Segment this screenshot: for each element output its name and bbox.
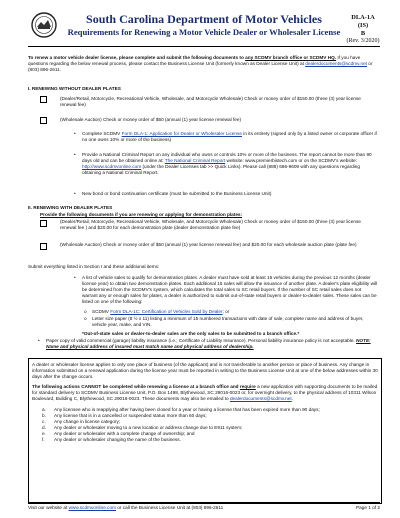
form-rev-letter: B xyxy=(360,30,366,37)
section2-checkbox-1[interactable] xyxy=(40,220,47,227)
section1-title: I. RENEWING WITHOUT DEALER PLATES xyxy=(28,86,121,91)
section2-option-1: o SCDMV Form DLA-1C: Certification of Vehicles Sold by Dealer; or xyxy=(84,309,230,314)
criminal-report-link[interactable]: The National Criminal Report xyxy=(164,158,226,164)
section2-bullet-2: • Paper copy of valid commercial (garage) liability insurance (i.e.; Certificate of Liability Insurance). Personal liability insurance policy is not acceptable. NOTE: Name and physical address of insured must match name and physical address of dealership. xyxy=(38,338,371,350)
section2-note: *Out-of-state sales or dealer-to-dealer sales are the only sales to be submitted to a branch office.* xyxy=(82,331,300,336)
section1-item-1: (Dealer/Retail, Motorcycle, Recreational Vehicle, Wholesale, and Motorcycle Wholesale) Check or money order of $150.00 (three (3) year license renewal fee) xyxy=(60,96,361,108)
section2-option-2: o Letter size paper (8 ½ x 11) listing a minimum of 15 numbered transactions with date of sale, complete name and address of buyer, vehicle year, make, and VIN. xyxy=(84,316,364,328)
intro-email-link[interactable]: dealerdocuments@scdmv.net xyxy=(305,61,367,67)
intro-text-3: or (803) 896-2611. xyxy=(28,61,373,73)
section1-item-2: (Wholesale Auction) Check or money order of $50 (annual (1) year license renewal fee) xyxy=(60,117,242,122)
section2-item-1: (Dealer/Retail, Motorcycle, Recreational Vehicle, Wholesale, and Motorcycle Wholesale) Check or money order of $150.00 (three (3) year license renewal fee ) and $20.00 for each demonstration plate (dealer demonstration plate fee) xyxy=(60,219,361,231)
form-revision: (Rev. 3/2020) xyxy=(346,38,380,44)
list-item: b. Any license that is in a cancelled or suspended status more than 60 days; xyxy=(42,412,207,418)
form-dla1c-link[interactable]: Form DLA-1C: Certification of Vehicles Sold by Dealer xyxy=(110,309,223,314)
intro-paragraph xyxy=(28,55,380,73)
notice-box xyxy=(28,358,382,504)
header xyxy=(28,12,380,47)
notice-paragraph-2: The following actions CANNOT be completed while renewing a license at a branch office and require a new application with supporting documents to be mailed for standard delivery to SCDMV Business License Unit, P.O. Box 1498, Blythewood, SC 29016-0023 or, for overnight delivery, to the physical address of 10311 Wilson Boulevard, Building C, Blythewood, SC 29016-0023. These documents may also be emailed to dealerdocuments@scdmv.net. xyxy=(32,384,378,402)
page-subtitle: Requirements for Renewing a Motor Vehicle Dealer or Wholesaler License xyxy=(67,27,341,37)
footer-website-link[interactable]: www.scdmvonline.com xyxy=(68,505,116,510)
page-title: South Carolina Department of Motor Vehicles xyxy=(86,12,322,26)
section2-title: II. RENEWING WITH DEALER PLATES xyxy=(28,205,113,210)
list-item: a. Any licensee who is reapplying after having been closed for a year or having a license that has been expired more than 90 days; xyxy=(42,406,320,412)
section2-submit-note: Submit everything listed in Section I and these additional items: xyxy=(28,264,160,269)
list-item: d. Any dealer or wholesaler moving to a new location or address change due to E911 system; xyxy=(42,424,243,430)
list-item: e. Any dealer or wholesaler with a complete change of ownership; and xyxy=(42,430,195,436)
section2-bullet-1: • A list of vehicle sales to qualify for demonstration plates. A dealer must have sold at least 15 vehicles during the previous 12 months (dealer license year) to obtain two demonstration plates. Each additional 15 sales will allow the issuance of another plate. A dealer's plate eligibility will be determined from the SCDMV's system, which calculates the total sales to SC retail buyers. If the number of SC retail sales does not warrant any or enough sales for plates, a dealer is authorized to submit out-of-state retail buyers or dealer-to-dealer sales. These sales can be listed on one of the following: xyxy=(74,275,378,305)
section1-bullet-1: • Complete SCDMV Form DLA-1: Application for Dealer or Wholesaler License in its entirety (signed only by a listed owner or corporate officer if no one owns 10% or more of the business) xyxy=(74,131,377,143)
intro-text-1: To renew a motor vehicle dealer license, please complete and submit the following documents to xyxy=(28,55,244,60)
form-dla1-link[interactable]: Form DLA-1: Application for Dealer or Wholesaler License xyxy=(121,131,242,136)
section1-bullet-2: • Provide a National Criminal Report on any individual who owns or controls 10% or more of the business. The report cannot be more than 90 days old and can be obtained online at: The National Criminal Report website: www.premierbistech.com or on the SCDMV's website: http://www.scdmvonline.com (under the Dealer Licenses tab >> Quick Links). Please call (888) 686-9609 with any questions regarding obtaining a National Criminal Report. xyxy=(74,152,372,176)
list-item: f. Any dealer or wholesaler changing the name of the business. xyxy=(42,437,181,443)
intro-branch-link: any SCDMV branch office or SCDMV HQ. xyxy=(245,55,337,60)
section2-item-2: (Wholesale Auction) Check or money order of $50 (annual (1) year license renewal fee) and $20.00 for each wholesale auction plate (plate fee) xyxy=(60,242,357,247)
notice-list xyxy=(32,407,378,444)
notice-paragraph-1: A dealer or wholesaler license applies to only one place of business (of the applicant) and is not transferable to another person or place of business. Any change in information submitted on a renewal application during the license year must be reported in writing to the Business License Unit at one of the below addresses within 30 days after the change occurs. xyxy=(32,362,378,380)
section2-lead: Provide the following documents if you are renewing or applying for demonstration plates: xyxy=(40,212,243,217)
page-number: Page 1 of 2 xyxy=(356,505,380,510)
form-id-code: DLA-1A (IS) xyxy=(351,14,375,29)
section1-checkbox-1[interactable] xyxy=(40,96,47,103)
form-id xyxy=(346,14,380,45)
section1-checkbox-2[interactable] xyxy=(40,117,47,124)
insurance-note: NOTE: Name and physical address of insured must match name and physical address of dealership. xyxy=(46,338,371,350)
section1-bullet-3: • New bond or bond continuation certificate (must be submitted to the Business License Unit) xyxy=(74,191,272,196)
notice-email-link[interactable]: dealerdocuments@scdmv.net xyxy=(229,396,292,402)
list-item: c. Any change in license category; xyxy=(42,418,121,424)
section2-checkbox-2[interactable] xyxy=(40,243,47,250)
scdmv-website-link[interactable]: http://www.scdmvonline.com xyxy=(82,164,142,170)
footer: Visit our website at www.scdmvonline.com or call the Business License Unit at (803) 896-2611 Page 1 of 2 xyxy=(28,502,380,510)
intro-text-2: If you have questions regarding the below renewal process, please contact the Business License Unit (formerly known as Dealer License Unit) at xyxy=(28,55,361,67)
